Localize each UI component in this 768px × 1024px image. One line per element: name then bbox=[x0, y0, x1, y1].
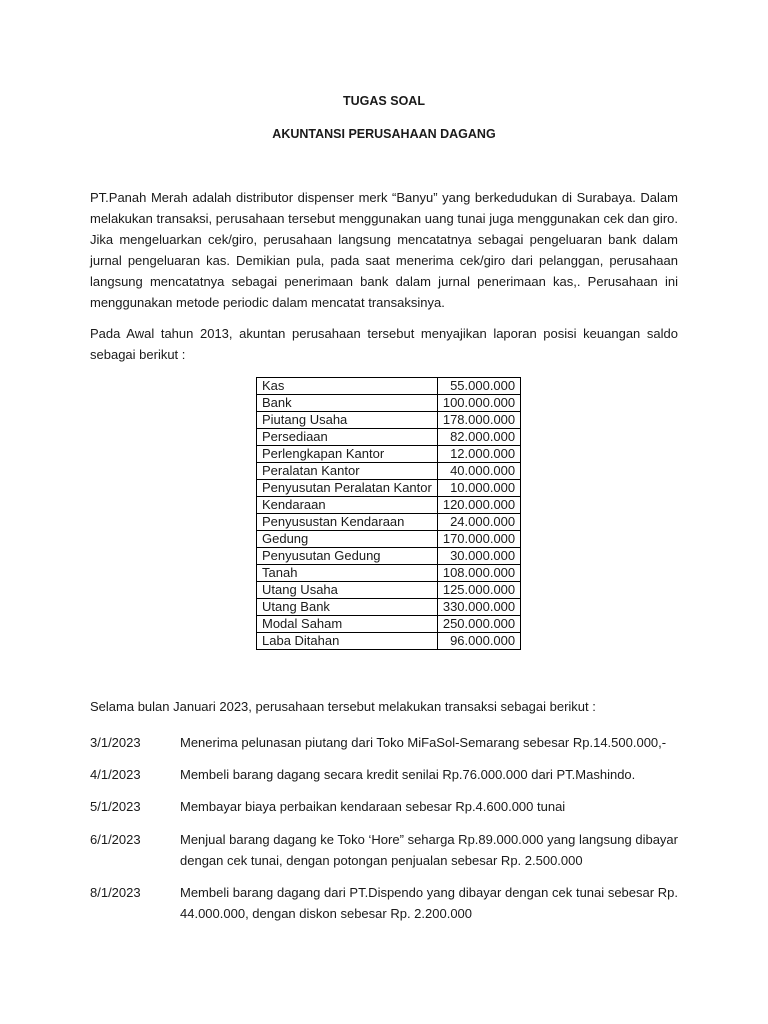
table-row bbox=[257, 395, 521, 412]
transaction-date: 3/1/2023 bbox=[90, 735, 141, 750]
account-value: 10.000.000 bbox=[437, 480, 520, 497]
transaction-text: Membayar biaya perbaikan kendaraan sebesar Rp.4.600.000 tunai bbox=[180, 799, 566, 814]
transaction-date: 8/1/2023 bbox=[90, 885, 141, 900]
account-name: Piutang Usaha bbox=[257, 412, 438, 429]
account-value: 82.000.000 bbox=[437, 429, 520, 446]
account-name: Bank bbox=[257, 395, 438, 412]
transaction-date: 4/1/2023 bbox=[90, 767, 141, 782]
intro-paragraph: PT.Panah Merah adalah distributor dispenser merk “Banyu” yang berkedudukan di Surabaya. Dalam melakukan transaksi, perusahaan tersebut menggunakan uang tunai juga menggunakan cek dan giro. Jika mengeluarkan cek/giro, perusahaan langsung mencatatnya sebagai pengeluaran bank dalam jurnal pengeluaran kas. Demikian pula, pada saat menerima cek/giro dari pelanggan, perusahaan langsung mencatatnya sebagai penerimaan bank dalam jurnal penerimaan kas,. Perusahaan ini menggunakan metode periodic dalam mencatat transaksinya. bbox=[90, 190, 678, 310]
account-name: Kendaraan bbox=[257, 497, 438, 514]
table-row bbox=[257, 531, 521, 548]
transaction-date: 6/1/2023 bbox=[90, 832, 141, 847]
account-name: Gedung bbox=[257, 531, 438, 548]
account-name: Penyusutan Peralatan Kantor bbox=[257, 480, 438, 497]
transaction-text: Menerima pelunasan piutang dari Toko MiFaSol-Semarang sebesar Rp.14.500.000,- bbox=[180, 735, 667, 750]
account-name: Peralatan Kantor bbox=[257, 463, 438, 480]
document-title: TUGAS SOAL bbox=[343, 94, 425, 108]
table-row bbox=[257, 633, 521, 650]
transactions-intro: Selama bulan Januari 2023, perusahaan tersebut melakukan transaksi sebagai berikut : bbox=[90, 699, 596, 714]
table-row bbox=[257, 616, 521, 633]
opening-balance-table bbox=[256, 377, 521, 650]
account-value: 24.000.000 bbox=[437, 514, 520, 531]
account-value: 100.000.000 bbox=[437, 395, 520, 412]
table-row bbox=[257, 514, 521, 531]
account-name: Modal Saham bbox=[257, 616, 438, 633]
transaction-text: Membeli barang dagang secara kredit senilai Rp.76.000.000 dari PT.Mashindo. bbox=[180, 767, 636, 782]
account-value: 55.000.000 bbox=[437, 378, 520, 395]
table-row bbox=[257, 446, 521, 463]
account-name: Utang Usaha bbox=[257, 582, 438, 599]
account-name: Kas bbox=[257, 378, 438, 395]
account-name: Penyusustan Kendaraan bbox=[257, 514, 438, 531]
account-value: 170.000.000 bbox=[437, 531, 520, 548]
document-subtitle: AKUNTANSI PERUSAHAAN DAGANG bbox=[272, 127, 496, 141]
table-row bbox=[257, 599, 521, 616]
account-value: 30.000.000 bbox=[437, 548, 520, 565]
table-row bbox=[257, 412, 521, 429]
table-row bbox=[257, 429, 521, 446]
transaction-text: Membeli barang dagang dari PT.Dispendo yang dibayar dengan cek tunai sebesar Rp. 44.000.000, dengan diskon sebesar Rp. 2.200.000 bbox=[180, 885, 678, 921]
transaction-date: 5/1/2023 bbox=[90, 799, 141, 814]
account-name: Perlengkapan Kantor bbox=[257, 446, 438, 463]
table-row bbox=[257, 480, 521, 497]
table-row bbox=[257, 565, 521, 582]
account-value: 178.000.000 bbox=[437, 412, 520, 429]
table-row bbox=[257, 378, 521, 395]
account-name: Persediaan bbox=[257, 429, 438, 446]
table-row bbox=[257, 463, 521, 480]
account-name: Utang Bank bbox=[257, 599, 438, 616]
account-value: 96.000.000 bbox=[437, 633, 520, 650]
account-value: 40.000.000 bbox=[437, 463, 520, 480]
balance-intro-paragraph: Pada Awal tahun 2013, akuntan perusahaan tersebut menyajikan laporan posisi keuangan saldo sebagai berikut : bbox=[90, 326, 678, 362]
account-value: 330.000.000 bbox=[437, 599, 520, 616]
table-row bbox=[257, 582, 521, 599]
account-value: 120.000.000 bbox=[437, 497, 520, 514]
table-row bbox=[257, 548, 521, 565]
transaction-text: Menjual barang dagang ke Toko ‘Hore” seharga Rp.89.000.000 yang langsung dibayar dengan cek tunai, dengan potongan penjualan sebesar Rp. 2.500.000 bbox=[180, 832, 678, 868]
table-row bbox=[257, 497, 521, 514]
account-name: Laba Ditahan bbox=[257, 633, 438, 650]
account-value: 108.000.000 bbox=[437, 565, 520, 582]
account-value: 12.000.000 bbox=[437, 446, 520, 463]
account-name: Penyusutan Gedung bbox=[257, 548, 438, 565]
account-value: 125.000.000 bbox=[437, 582, 520, 599]
account-name: Tanah bbox=[257, 565, 438, 582]
account-value: 250.000.000 bbox=[437, 616, 520, 633]
